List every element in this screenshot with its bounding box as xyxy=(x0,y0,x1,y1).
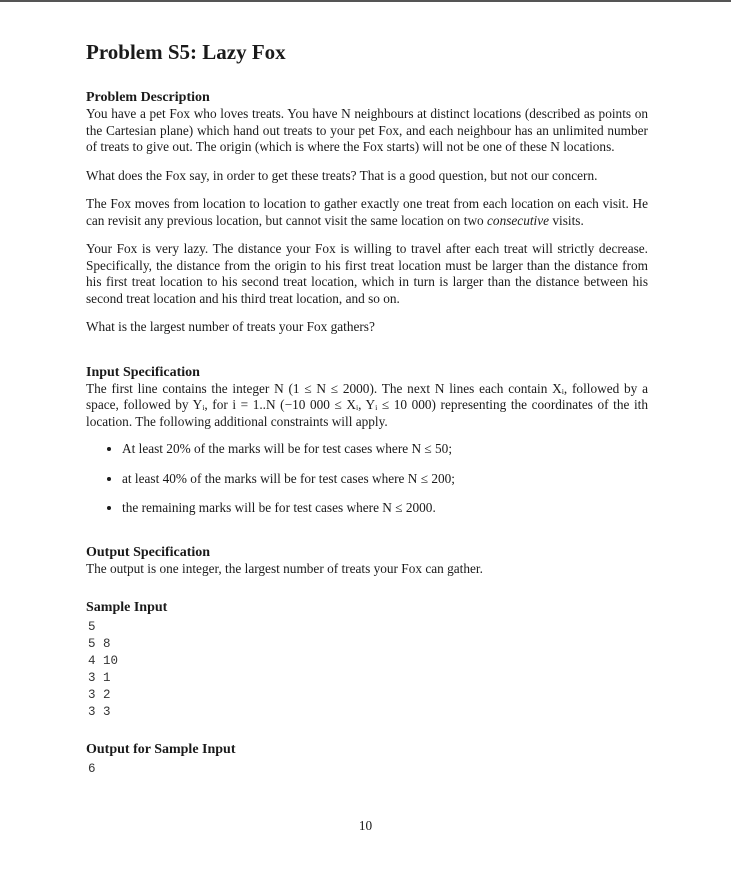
problem-title: Problem S5: Lazy Fox xyxy=(86,40,286,64)
sample-output-value: 6 xyxy=(88,762,96,776)
description-paragraph-4: Your Fox is very lazy. The distance your Fox is willing to travel after each treat will strictly decrease. Specifically, the distance from the origin to his first treat location must be larger than the distance from his first treat location to his second treat location, which in turn is larger than the distance between his second treat location and his third treat location, and so on. xyxy=(86,241,648,306)
sample-output-section xyxy=(86,741,648,778)
sample-input-section xyxy=(86,599,648,721)
output-spec-section xyxy=(86,544,648,578)
constraints-list xyxy=(86,441,648,517)
sample-input-line: 4 10 xyxy=(88,654,119,668)
description-paragraph-5: What is the largest number of treats your Fox gathers? xyxy=(86,319,375,334)
document-page xyxy=(86,38,648,778)
sample-input-heading: Sample Input xyxy=(86,600,168,615)
output-spec-text: The output is one integer, the largest number of treats your Fox can gather. xyxy=(86,560,483,576)
top-rule xyxy=(0,0,731,2)
p3-emphasis: consecutive xyxy=(487,212,550,228)
description-paragraph-2: What does the Fox say, in order to get these treats? That is a good question, but not our concern. xyxy=(86,167,598,183)
sample-input-line: 5 8 xyxy=(88,637,111,651)
input-spec-section xyxy=(86,364,648,517)
constraint-item: • at least 40% of the marks will be for test cases where N ≤ 200; xyxy=(122,471,648,488)
output-spec-heading: Output Specification xyxy=(86,544,211,560)
sample-input-line: 3 2 xyxy=(88,688,111,702)
page-number: 10 xyxy=(358,818,373,833)
sample-input-line: 3 1 xyxy=(88,671,111,685)
sample-input-block xyxy=(88,619,648,721)
sample-input-line: 5 xyxy=(88,620,96,634)
constraint-item: • the remaining marks will be for test cases where N ≤ 2000. xyxy=(122,500,648,517)
description-heading: Problem Description xyxy=(86,90,210,105)
input-spec-text: The first line contains the integer N (1 ≤ N ≤ 2000). The next N lines each contain Xᵢ, followed by a space, followed by Yᵢ, for i = 1..N (−10 000 ≤ Xᵢ, Yᵢ ≤ 10 000) representing the coordinates of the ith location. The following additional constraints will apply. xyxy=(86,380,648,429)
input-spec-heading: Input Specification xyxy=(86,364,200,380)
description-paragraph-1: You have a pet Fox who loves treats. You have N neighbours at distinct locations (described as points on the Cartesian plane) which hand out treats to your pet Fox, and each neighbour has an unlimited number of treats to give out. The origin (which is where the Fox starts) will not be one of these N locations. xyxy=(86,106,648,154)
constraint-item: • At least 20% of the marks will be for test cases where N ≤ 50; xyxy=(122,441,648,458)
description-section xyxy=(86,89,648,336)
p3-text-a: The Fox moves from location to location to gather exactly one treat from each location on each visit. He can revisit any previous location, but cannot visit the same location on two xyxy=(86,196,648,228)
description-paragraph-3 xyxy=(86,196,648,229)
sample-output-heading: Output for Sample Input xyxy=(86,742,236,757)
sample-input-line: 3 3 xyxy=(88,705,111,719)
p3-text-b: visits. xyxy=(549,212,584,228)
